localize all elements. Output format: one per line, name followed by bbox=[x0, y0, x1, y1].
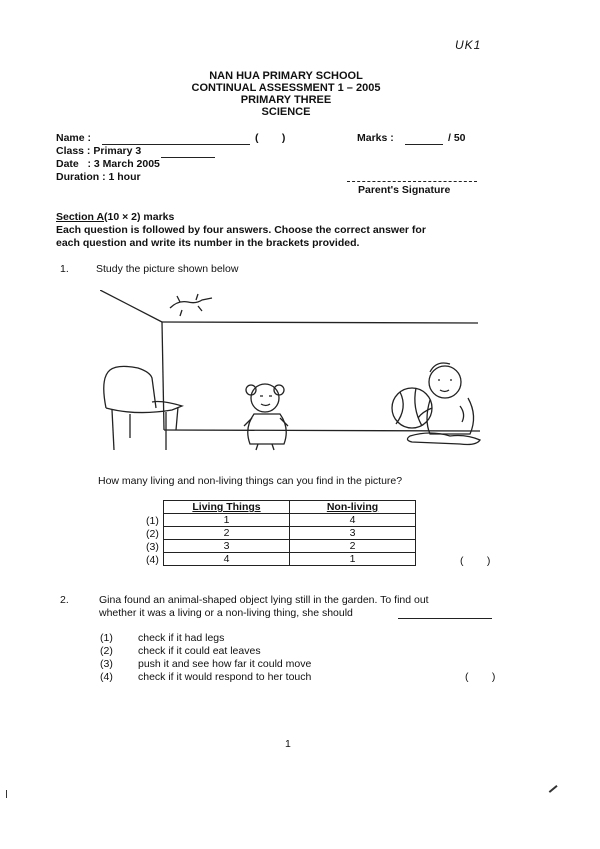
chair-drawing bbox=[104, 366, 182, 450]
q1-number: 1. bbox=[60, 263, 69, 275]
q1-question: How many living and non-living things can you find in the picture? bbox=[98, 475, 403, 487]
scan-mark-left bbox=[6, 790, 7, 798]
q2-option-text: push it and see how far it could move bbox=[138, 658, 312, 670]
q1-row-labels bbox=[146, 515, 159, 567]
q1-row-1-label: (1) bbox=[146, 515, 159, 527]
q1-options-table bbox=[163, 500, 416, 566]
table-header-row bbox=[164, 501, 416, 514]
q2-blank[interactable] bbox=[398, 608, 492, 619]
assessment-title: CONTINUAL ASSESSMENT 1 – 2005 bbox=[191, 82, 381, 94]
child-drawing bbox=[407, 363, 480, 445]
q2-option-text: check if it would respond to her touch bbox=[138, 671, 312, 683]
q2-option-label: (4) bbox=[100, 671, 113, 683]
duration-label: Duration : 1 hour bbox=[56, 171, 141, 183]
q2-text-line-2: whether it was a living or a non-living thing, she should bbox=[99, 607, 353, 619]
ceiling-left-line bbox=[100, 290, 162, 322]
instructions-line-1: Each question is followed by four answers. Choose the correct answer for bbox=[56, 224, 426, 236]
table-row bbox=[164, 540, 416, 553]
table-row bbox=[164, 553, 416, 566]
header-living-things: Living Things bbox=[164, 501, 290, 514]
signature-label: Parent's Signature bbox=[358, 184, 451, 196]
marks-label: Marks : bbox=[357, 132, 394, 144]
q1-row-3-label: (3) bbox=[146, 541, 159, 553]
living-cell: 1 bbox=[164, 514, 290, 527]
nonliving-cell: 4 bbox=[290, 514, 416, 527]
living-cell: 2 bbox=[164, 527, 290, 540]
section-title: Section A bbox=[56, 211, 105, 223]
q2-option-text: check if it could eat leaves bbox=[138, 645, 261, 657]
school-name: NAN HUA PRIMARY SCHOOL bbox=[209, 70, 363, 82]
lizard-drawing bbox=[170, 294, 212, 316]
q2-text-line-1: Gina found an animal-shaped object lying still in the garden. To find out bbox=[99, 594, 429, 606]
signature-field[interactable] bbox=[347, 171, 477, 182]
instructions-line-2: each question and write its number in the brackets provided. bbox=[56, 237, 360, 249]
nonliving-cell: 3 bbox=[290, 527, 416, 540]
q2-option-label: (2) bbox=[100, 645, 113, 657]
level-title: PRIMARY THREE bbox=[240, 94, 332, 106]
living-cell: 4 bbox=[164, 553, 290, 566]
scan-mark-right bbox=[549, 785, 558, 793]
class-field[interactable] bbox=[161, 147, 215, 158]
subject-title: SCIENCE bbox=[261, 106, 311, 118]
register-number-brackets: ( ) bbox=[255, 132, 286, 144]
q2-option-text: check if it had legs bbox=[138, 632, 225, 644]
q1-row-4-label: (4) bbox=[146, 554, 159, 566]
table-row bbox=[164, 527, 416, 540]
table-row bbox=[164, 514, 416, 527]
q2-option-label: (3) bbox=[100, 658, 113, 670]
header-non-living: Non-living bbox=[290, 501, 416, 514]
ceiling-right-line bbox=[162, 322, 478, 323]
floor-line bbox=[164, 430, 480, 431]
wall-corner-line bbox=[162, 322, 164, 430]
q1-answer-brackets[interactable]: ( ) bbox=[460, 555, 491, 567]
nonliving-cell: 1 bbox=[290, 553, 416, 566]
living-cell: 3 bbox=[164, 540, 290, 553]
q1-row-2-label: (2) bbox=[146, 528, 159, 540]
page-number: 1 bbox=[285, 738, 291, 750]
q2-answer-brackets[interactable]: ( ) bbox=[465, 671, 496, 683]
corner-handwritten-mark: UK1 bbox=[455, 38, 482, 52]
marks-total: / 50 bbox=[448, 132, 466, 144]
q2-option-label: (1) bbox=[100, 632, 113, 644]
date-label: Date : 3 March 2005 bbox=[56, 158, 160, 170]
q2-number: 2. bbox=[60, 594, 69, 606]
marks-field[interactable] bbox=[405, 134, 443, 145]
q1-prompt: Study the picture shown below bbox=[96, 263, 239, 275]
ball-drawing bbox=[392, 388, 432, 428]
nonliving-cell: 2 bbox=[290, 540, 416, 553]
q1-picture bbox=[100, 290, 490, 460]
class-label: Class : Primary 3 bbox=[56, 145, 142, 157]
name-label: Name : bbox=[56, 132, 92, 144]
section-marks: (10 × 2) marks bbox=[104, 211, 175, 223]
name-field[interactable] bbox=[102, 134, 250, 145]
doll-drawing bbox=[244, 384, 288, 450]
